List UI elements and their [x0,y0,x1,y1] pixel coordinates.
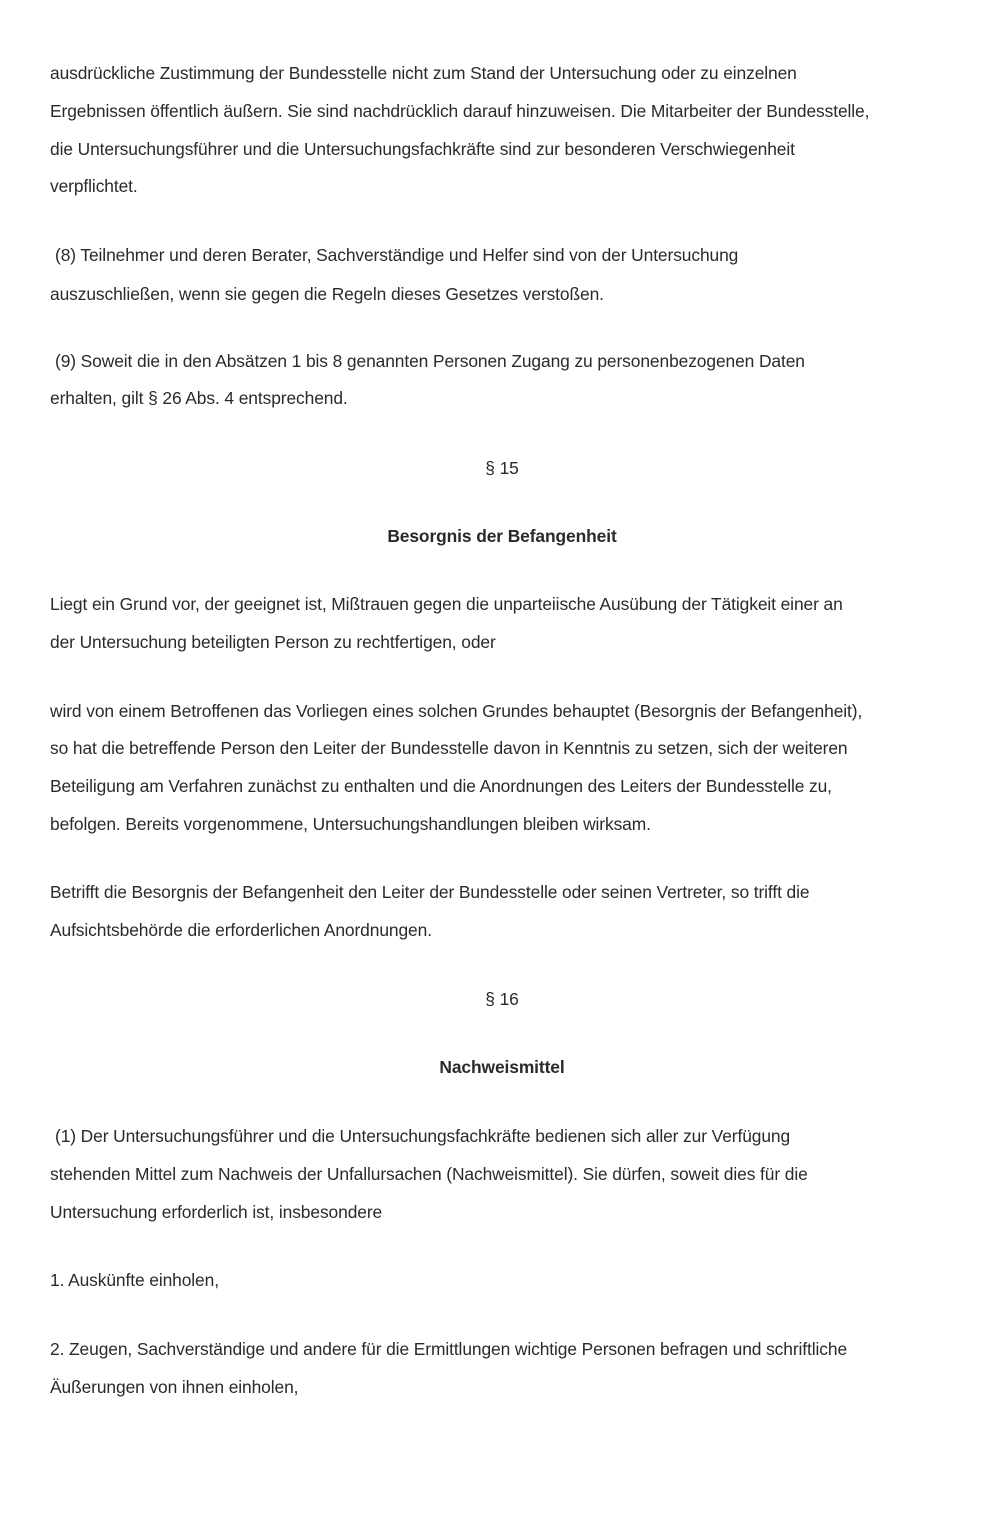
text-line: (1) Der Untersuchungsführer und die Untersuchungsfachkräfte bedienen sich aller zur Verfügung [55,1126,791,1146]
text-line: Liegt ein Grund vor, der geeignet ist, Mißtrauen gegen die unparteiische Ausübung der Tätigkeit einer an [50,594,843,614]
text-line: verpflichtet. [50,176,138,196]
text-line: Ergebnissen öffentlich äußern. Sie sind nachdrücklich darauf hinzuweisen. Die Mitarbeiter der Bundesstelle, [50,101,870,121]
text-line: Äußerungen von ihnen einholen, [50,1377,299,1397]
text-line: Beteiligung am Verfahren zunächst zu enthalten und die Anordnungen des Leiters der Bundesstelle zu, [50,776,832,796]
section-title: Besorgnis der Befangenheit [387,526,617,546]
text-line: so hat die betreffende Person den Leiter der Bundesstelle davon in Kenntnis zu setzen, sich der weiteren [50,738,848,758]
text-line: auszuschließen, wenn sie gegen die Regeln dieses Gesetzes verstoßen. [50,284,604,304]
text-line: 2. Zeugen, Sachverständige und andere für die Ermittlungen wichtige Personen befragen und schriftliche [50,1339,848,1359]
text-line: die Untersuchungsführer und die Untersuchungsfachkräfte sind zur besonderen Verschwiegenheit [50,139,795,159]
text-line: stehenden Mittel zum Nachweis der Unfallursachen (Nachweismittel). Sie dürfen, soweit dies für die [50,1164,808,1184]
section-title: Nachweismittel [439,1057,565,1077]
text-line: (8) Teilnehmer und deren Berater, Sachverständige und Helfer sind von der Untersuchung [55,245,739,265]
text-line: (9) Soweit die in den Absätzen 1 bis 8 genannten Personen Zugang zu personenbezogenen Daten [55,351,805,371]
text-line: Untersuchung erforderlich ist, insbesondere [50,1202,383,1222]
text-line: 1. Auskünfte einholen, [50,1270,219,1290]
text-line: ausdrückliche Zustimmung der Bundesstelle nicht zum Stand der Untersuchung oder zu einzelnen [50,63,797,83]
text-line: Aufsichtsbehörde die erforderlichen Anordnungen. [50,920,432,940]
text-line: wird von einem Betroffenen das Vorliegen eines solchen Grundes behauptet (Besorgnis der Befangenheit), [50,701,863,721]
text-line: erhalten, gilt § 26 Abs. 4 entsprechend. [50,388,348,408]
text-line: der Untersuchung beteiligten Person zu rechtfertigen, oder [50,632,496,652]
section-number: § 16 [485,989,519,1009]
text-line: Betrifft die Besorgnis der Befangenheit den Leiter der Bundesstelle oder seinen Vertreter, so trifft die [50,882,810,902]
text-line: befolgen. Bereits vorgenommene, Untersuchungshandlungen bleiben wirksam. [50,814,651,834]
section-number: § 15 [485,458,519,478]
